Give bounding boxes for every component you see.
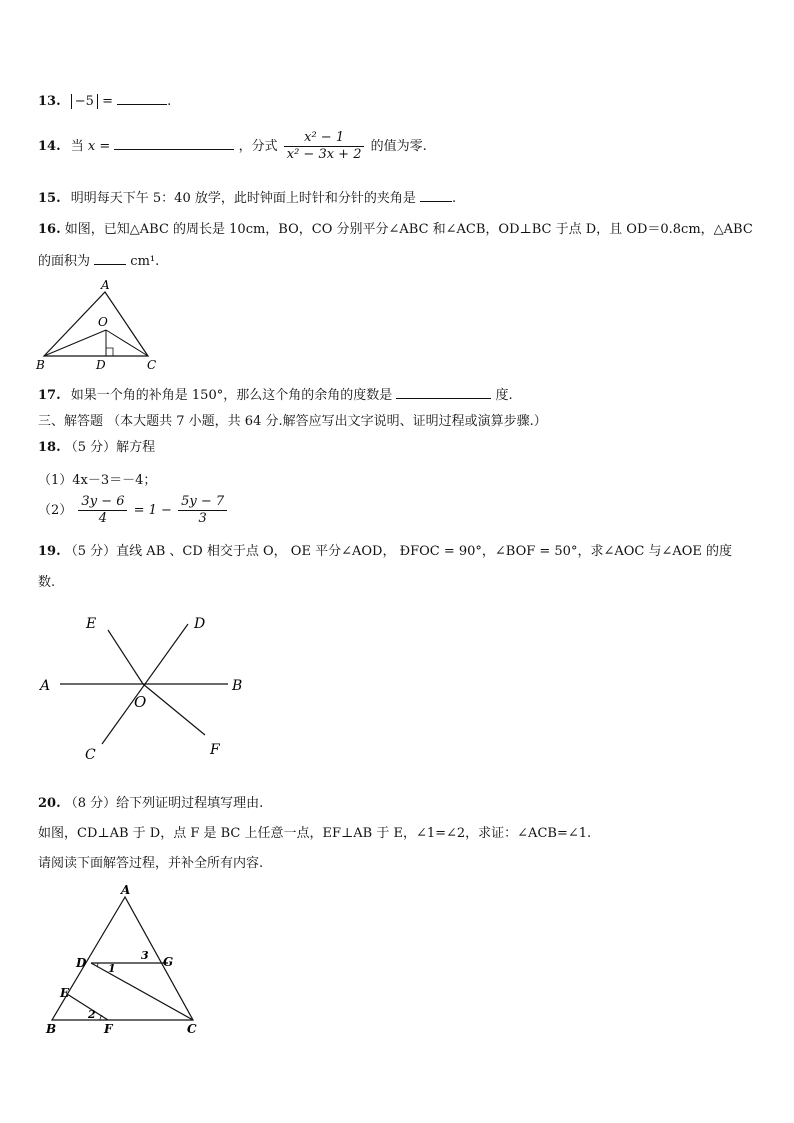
question-number: 14. <box>38 139 61 154</box>
equation-1: （1）4x－3＝－4； <box>38 473 157 488</box>
label-a: A <box>40 678 51 694</box>
question-14 <box>38 130 427 163</box>
segment-bo <box>44 330 106 356</box>
question-20 <box>38 792 263 811</box>
fraction-denominator: 3 <box>198 511 207 526</box>
equals-sign: = <box>99 139 111 154</box>
answer-blank[interactable] <box>94 250 126 265</box>
question-20-line-3 <box>38 852 263 871</box>
intersecting-lines-figure <box>30 608 270 768</box>
label-f: F <box>104 1022 113 1036</box>
fraction-denominator: x² − 3x + 2 <box>286 147 362 162</box>
fraction-numerator: 5y − 7 <box>178 494 227 511</box>
question-mid: ，分式 <box>238 139 278 154</box>
period: . <box>451 191 457 206</box>
section-header <box>38 410 547 429</box>
ray-oe <box>108 630 143 684</box>
question-18 <box>38 436 155 455</box>
question-16 <box>38 218 753 237</box>
right-angle-mark <box>106 348 113 356</box>
section-title: 三、解答题 （本大题共 7 小题，共 64 分.解答应写出文字说明、证明过程或演算步骤.） <box>38 414 547 429</box>
label-b: B <box>46 1022 57 1036</box>
question-19-line-2 <box>38 571 55 590</box>
label-c: C <box>187 1022 197 1036</box>
fraction-numerator: x² − 1 <box>284 130 365 147</box>
question-number: 17. <box>38 388 61 403</box>
question-number: 19. <box>38 544 61 559</box>
question-suffix: 度. <box>495 388 513 403</box>
question-15 <box>38 187 456 206</box>
fraction-numerator: 3y − 6 <box>78 494 127 511</box>
question-number: 20. <box>38 796 61 811</box>
label-o: O <box>98 315 108 329</box>
label-c: C <box>147 358 157 372</box>
label-f: F <box>210 742 220 758</box>
triangle-figure <box>30 278 170 373</box>
absolute-value: −5 <box>71 94 98 109</box>
question-text: 明明每天下午 5：40 放学，此时钟面上时针和分针的夹角是 <box>70 191 416 206</box>
label-a: A <box>121 883 131 897</box>
ray-of <box>143 684 205 735</box>
fraction-denominator: 4 <box>98 511 108 526</box>
question-20-line-2 <box>38 822 591 841</box>
fraction-right <box>178 494 227 527</box>
question-text: （5 分）解方程 <box>64 440 156 455</box>
label-angle-3: 3 <box>141 949 149 962</box>
question-18-part-1 <box>38 469 156 488</box>
question-text: 请阅读下面解答过程，并补全所有内容. <box>38 856 264 871</box>
label-a: A <box>101 278 110 292</box>
question-suffix: 的值为零. <box>370 139 427 154</box>
equation-middle: = 1 − <box>133 503 172 518</box>
question-number: 16. <box>38 222 61 237</box>
label-c: C <box>85 747 96 763</box>
label-d: D <box>194 616 206 632</box>
question-16-line-2 <box>38 250 159 269</box>
label-e: E <box>60 986 70 1000</box>
question-number: 15. <box>38 191 61 206</box>
label-o: O <box>134 693 147 711</box>
answer-blank[interactable] <box>420 187 452 202</box>
question-text: （5 分）直线 AB 、CD 相交于点 O， OE 平分∠AOD， ÐFOC = 90°，∠BOF = 50°，求∠AOC 与∠AOE 的度 <box>64 544 733 559</box>
segment-co <box>106 330 148 356</box>
label-d: D <box>76 956 87 970</box>
answer-blank[interactable] <box>114 135 234 150</box>
label-b: B <box>36 358 45 372</box>
variable: x <box>87 139 96 154</box>
equals-sign: = <box>102 94 113 109</box>
label-b: B <box>232 678 243 694</box>
label-g: G <box>163 955 174 969</box>
label-e: E <box>86 616 97 632</box>
label-angle-1: 1 <box>108 962 116 975</box>
part-label: （2） <box>38 503 73 518</box>
question-text: 如果一个角的补角是 150°，那么这个角的余角的度数是 <box>70 388 393 403</box>
question-text: 如图，已知△ABC 的周长是 10cm，BO，CO 分别平分∠ABC 和∠ACB，OD⊥BC 于点 D，且 OD＝0.8cm，△ABC <box>64 222 753 237</box>
question-text: 如图，CD⊥AB 于 D，点 F 是 BC 上任意一点，EF⊥AB 于 E，∠1=∠2，求证：∠ACB=∠1. <box>38 826 592 841</box>
answer-blank[interactable] <box>117 90 167 105</box>
fraction <box>284 130 365 163</box>
answer-blank[interactable] <box>396 384 491 399</box>
question-text: （8 分）给下列证明过程填写理由. <box>64 796 264 811</box>
question-text: 的面积为 <box>38 254 91 269</box>
question-prefix: 当 <box>70 139 84 154</box>
unit: cm¹ <box>130 254 156 269</box>
question-13 <box>38 90 171 109</box>
question-18-part-2 <box>38 494 229 527</box>
period: . <box>167 94 172 109</box>
label-angle-2: 2 <box>88 1008 96 1021</box>
question-number: 13. <box>38 94 61 109</box>
proof-triangle-figure <box>40 883 220 1038</box>
question-19 <box>38 540 732 559</box>
period: . <box>155 254 160 269</box>
question-17 <box>38 384 513 403</box>
fraction-left <box>78 494 127 527</box>
label-d: D <box>96 358 106 372</box>
question-number: 18. <box>38 440 61 455</box>
question-text: 数. <box>38 575 56 590</box>
